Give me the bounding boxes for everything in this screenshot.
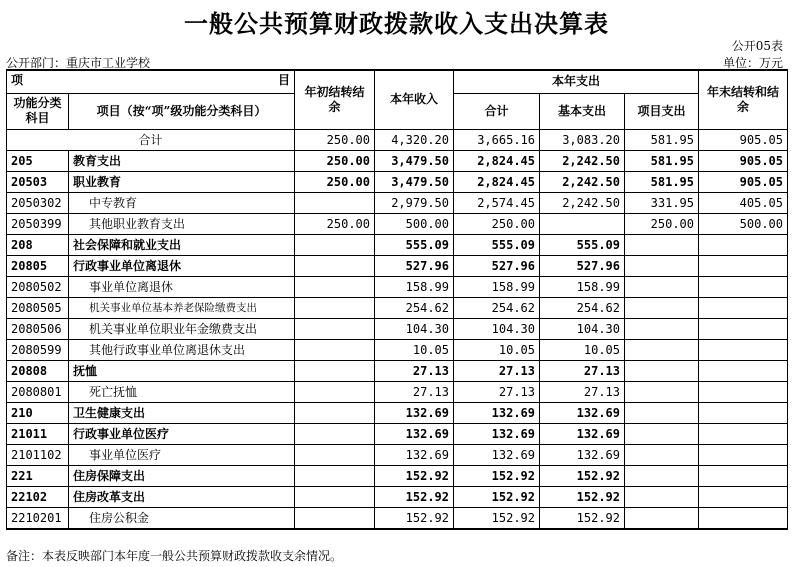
item-name-cell: 住房公积金 (69, 507, 295, 529)
project-expenditure-cell (625, 234, 699, 255)
project-expenditure-cell: 250.00 (625, 213, 699, 234)
expenditure-total-cell: 2,824.45 (454, 171, 540, 192)
item-name-cell: 其他行政事业单位离退休支出 (69, 339, 295, 360)
item-name-cell: 死亡抚恤 (69, 381, 295, 402)
basic-expenditure-cell: 132.69 (540, 444, 625, 465)
expenditure-total-cell: 10.05 (454, 339, 540, 360)
income-cell: 104.30 (375, 318, 454, 339)
income-cell: 555.09 (375, 234, 454, 255)
total-project: 581.95 (625, 129, 699, 150)
function-code-cell: 20805 (7, 255, 69, 276)
income-header: 本年收入 (375, 70, 454, 129)
expenditure-header: 本年支出 (454, 70, 699, 93)
total-opening: 250.00 (295, 129, 375, 150)
income-cell: 152.92 (375, 507, 454, 529)
basic-expenditure-cell: 27.13 (540, 381, 625, 402)
closing-balance-cell (699, 234, 788, 255)
item-name-cell: 事业单位离退休 (69, 276, 295, 297)
closing-balance-header: 年末结转和结余 (699, 70, 788, 129)
income-cell: 10.05 (375, 339, 454, 360)
table-row (7, 255, 788, 276)
expenditure-total-cell: 152.92 (454, 486, 540, 507)
expenditure-total-cell: 2,824.45 (454, 150, 540, 171)
total-label: 合计 (7, 129, 295, 150)
closing-balance-cell: 905.05 (699, 150, 788, 171)
function-code-cell: 2080505 (7, 297, 69, 318)
table-row (7, 213, 788, 234)
closing-balance-cell (699, 423, 788, 444)
item-name-cell: 其他职业教育支出 (69, 213, 295, 234)
opening-balance-header: 年初结转结余 (295, 70, 375, 129)
closing-balance-cell (699, 444, 788, 465)
expenditure-total-cell: 132.69 (454, 423, 540, 444)
project-expenditure-cell (625, 444, 699, 465)
opening-balance-cell (295, 507, 375, 529)
basic-expenditure-cell: 2,242.50 (540, 171, 625, 192)
opening-balance-cell (295, 465, 375, 486)
closing-balance-cell (699, 465, 788, 486)
table-row (7, 339, 788, 360)
table-row (7, 360, 788, 381)
item-name-cell: 机关事业单位基本养老保险缴费支出 (69, 297, 295, 318)
table-row (7, 276, 788, 297)
opening-balance-cell (295, 297, 375, 318)
expenditure-total-cell: 250.00 (454, 213, 540, 234)
expenditure-total-cell: 2,574.45 (454, 192, 540, 213)
report-title: 一般公共预算财政拨款收入支出决算表 (184, 9, 609, 38)
income-cell: 132.69 (375, 402, 454, 423)
basic-expenditure-cell: 152.92 (540, 465, 625, 486)
basic-expenditure-cell: 2,242.50 (540, 150, 625, 171)
opening-balance-cell (295, 234, 375, 255)
closing-balance-cell: 500.00 (699, 213, 788, 234)
opening-balance-cell (295, 444, 375, 465)
project-expenditure-cell (625, 423, 699, 444)
opening-balance-cell (295, 381, 375, 402)
expenditure-total-cell: 132.69 (454, 402, 540, 423)
function-code-cell: 2050302 (7, 192, 69, 213)
total-income: 4,320.20 (375, 129, 454, 150)
function-code-cell: 2050399 (7, 213, 69, 234)
opening-balance-cell (295, 423, 375, 444)
table-row (7, 150, 788, 171)
function-code-cell: 2080506 (7, 318, 69, 339)
item-name-cell: 卫生健康支出 (69, 402, 295, 423)
table-row (7, 192, 788, 213)
basic-expenditure-header: 基本支出 (540, 93, 625, 129)
basic-expenditure-cell: 132.69 (540, 402, 625, 423)
item-header (7, 70, 295, 93)
item-name-header: 项目（按“项”级功能分类科目） (69, 93, 295, 129)
project-expenditure-cell (625, 318, 699, 339)
opening-balance-cell: 250.00 (295, 150, 375, 171)
project-expenditure-cell: 581.95 (625, 150, 699, 171)
table-row (7, 381, 788, 402)
function-code-cell: 2210201 (7, 507, 69, 529)
table-row (7, 465, 788, 486)
item-name-cell: 行政事业单位离退休 (69, 255, 295, 276)
project-expenditure-cell (625, 486, 699, 507)
basic-expenditure-cell (540, 213, 625, 234)
table-row (7, 171, 788, 192)
project-expenditure-cell (625, 402, 699, 423)
item-name-cell: 抚恤 (69, 360, 295, 381)
unit-label: 单位：万元 (722, 56, 783, 70)
project-expenditure-cell (625, 276, 699, 297)
closing-balance-cell (699, 276, 788, 297)
project-expenditure-cell (625, 339, 699, 360)
function-code-cell: 205 (7, 150, 69, 171)
form-number: 公开05表 (731, 39, 783, 53)
closing-balance-cell (699, 297, 788, 318)
project-expenditure-cell: 331.95 (625, 192, 699, 213)
item-name-cell: 机关事业单位职业年金缴费支出 (69, 318, 295, 339)
table-row (7, 486, 788, 507)
function-code-cell: 2101102 (7, 444, 69, 465)
table-row (7, 402, 788, 423)
closing-balance-cell (699, 255, 788, 276)
income-cell: 152.92 (375, 465, 454, 486)
basic-expenditure-cell: 104.30 (540, 318, 625, 339)
opening-balance-cell (295, 318, 375, 339)
opening-balance-cell (295, 255, 375, 276)
closing-balance-cell (699, 507, 788, 529)
function-code-cell: 20808 (7, 360, 69, 381)
opening-balance-cell (295, 402, 375, 423)
expenditure-total-cell: 104.30 (454, 318, 540, 339)
income-cell: 132.69 (375, 423, 454, 444)
project-expenditure-cell (625, 360, 699, 381)
expenditure-total-cell: 555.09 (454, 234, 540, 255)
income-cell: 27.13 (375, 381, 454, 402)
expenditure-total-cell: 527.96 (454, 255, 540, 276)
income-cell: 254.62 (375, 297, 454, 318)
expenditure-total-cell: 152.92 (454, 507, 540, 529)
income-cell: 527.96 (375, 255, 454, 276)
opening-balance-cell (295, 276, 375, 297)
function-code-cell: 2080502 (7, 276, 69, 297)
basic-expenditure-cell: 2,242.50 (540, 192, 625, 213)
function-code-cell: 20503 (7, 171, 69, 192)
expenditure-total-cell: 158.99 (454, 276, 540, 297)
expenditure-total-cell: 254.62 (454, 297, 540, 318)
basic-expenditure-cell: 132.69 (540, 423, 625, 444)
item-header-left: 项 (11, 73, 24, 87)
income-cell: 132.69 (375, 444, 454, 465)
closing-balance-cell (699, 486, 788, 507)
basic-expenditure-cell: 152.92 (540, 507, 625, 529)
function-code-cell: 210 (7, 402, 69, 423)
closing-balance-cell (699, 360, 788, 381)
basic-expenditure-cell: 527.96 (540, 255, 625, 276)
expenditure-total-cell: 152.92 (454, 465, 540, 486)
function-code-cell: 21011 (7, 423, 69, 444)
department-label: 公开部门：重庆市工业学校 (6, 56, 151, 70)
income-cell: 500.00 (375, 213, 454, 234)
table-body (7, 129, 788, 529)
opening-balance-cell (295, 339, 375, 360)
project-expenditure-header: 项目支出 (625, 93, 699, 129)
item-name-cell: 中专教育 (69, 192, 295, 213)
income-cell: 2,979.50 (375, 192, 454, 213)
project-expenditure-cell: 581.95 (625, 171, 699, 192)
total-expenditure: 3,665.16 (454, 129, 540, 150)
function-code-header: 功能分类科目 (7, 93, 69, 129)
project-expenditure-cell (625, 507, 699, 529)
closing-balance-cell (699, 402, 788, 423)
function-code-cell: 208 (7, 234, 69, 255)
table-row (7, 318, 788, 339)
closing-balance-cell (699, 318, 788, 339)
function-code-cell: 2080599 (7, 339, 69, 360)
function-code-cell: 22102 (7, 486, 69, 507)
table-row (7, 234, 788, 255)
basic-expenditure-cell: 555.09 (540, 234, 625, 255)
basic-expenditure-cell: 152.92 (540, 486, 625, 507)
table-row (7, 297, 788, 318)
table-row (7, 444, 788, 465)
item-name-cell: 职业教育 (69, 171, 295, 192)
item-header-right: 目 (277, 73, 290, 87)
closing-balance-cell: 905.05 (699, 171, 788, 192)
income-cell: 158.99 (375, 276, 454, 297)
item-name-cell: 住房改革支出 (69, 486, 295, 507)
total-basic: 3,083.20 (540, 129, 625, 150)
opening-balance-cell (295, 360, 375, 381)
function-code-cell: 2080801 (7, 381, 69, 402)
income-cell: 3,479.50 (375, 171, 454, 192)
expenditure-total-cell: 132.69 (454, 444, 540, 465)
total-row (7, 129, 788, 150)
expenditure-total-header: 合计 (454, 93, 540, 129)
expenditure-total-cell: 27.13 (454, 360, 540, 381)
opening-balance-cell (295, 192, 375, 213)
expenditure-total-cell: 27.13 (454, 381, 540, 402)
table-row (7, 423, 788, 444)
footnote: 备注：本表反映部门本年度一般公共预算财政拨款收支余情况。 (6, 549, 343, 563)
basic-expenditure-cell: 158.99 (540, 276, 625, 297)
item-name-cell: 行政事业单位医疗 (69, 423, 295, 444)
opening-balance-cell: 250.00 (295, 171, 375, 192)
closing-balance-cell: 405.05 (699, 192, 788, 213)
basic-expenditure-cell: 10.05 (540, 339, 625, 360)
total-closing: 905.05 (699, 129, 788, 150)
item-name-cell: 社会保障和就业支出 (69, 234, 295, 255)
project-expenditure-cell (625, 255, 699, 276)
opening-balance-cell (295, 486, 375, 507)
function-code-cell: 221 (7, 465, 69, 486)
item-name-cell: 事业单位医疗 (69, 444, 295, 465)
closing-balance-cell (699, 381, 788, 402)
basic-expenditure-cell: 254.62 (540, 297, 625, 318)
income-cell: 3,479.50 (375, 150, 454, 171)
budget-table (6, 69, 788, 530)
item-name-cell: 教育支出 (69, 150, 295, 171)
project-expenditure-cell (625, 381, 699, 402)
project-expenditure-cell (625, 465, 699, 486)
income-cell: 152.92 (375, 486, 454, 507)
closing-balance-cell (699, 339, 788, 360)
project-expenditure-cell (625, 297, 699, 318)
opening-balance-cell: 250.00 (295, 213, 375, 234)
income-cell: 27.13 (375, 360, 454, 381)
table-row (7, 507, 788, 529)
item-name-cell: 住房保障支出 (69, 465, 295, 486)
basic-expenditure-cell: 27.13 (540, 360, 625, 381)
